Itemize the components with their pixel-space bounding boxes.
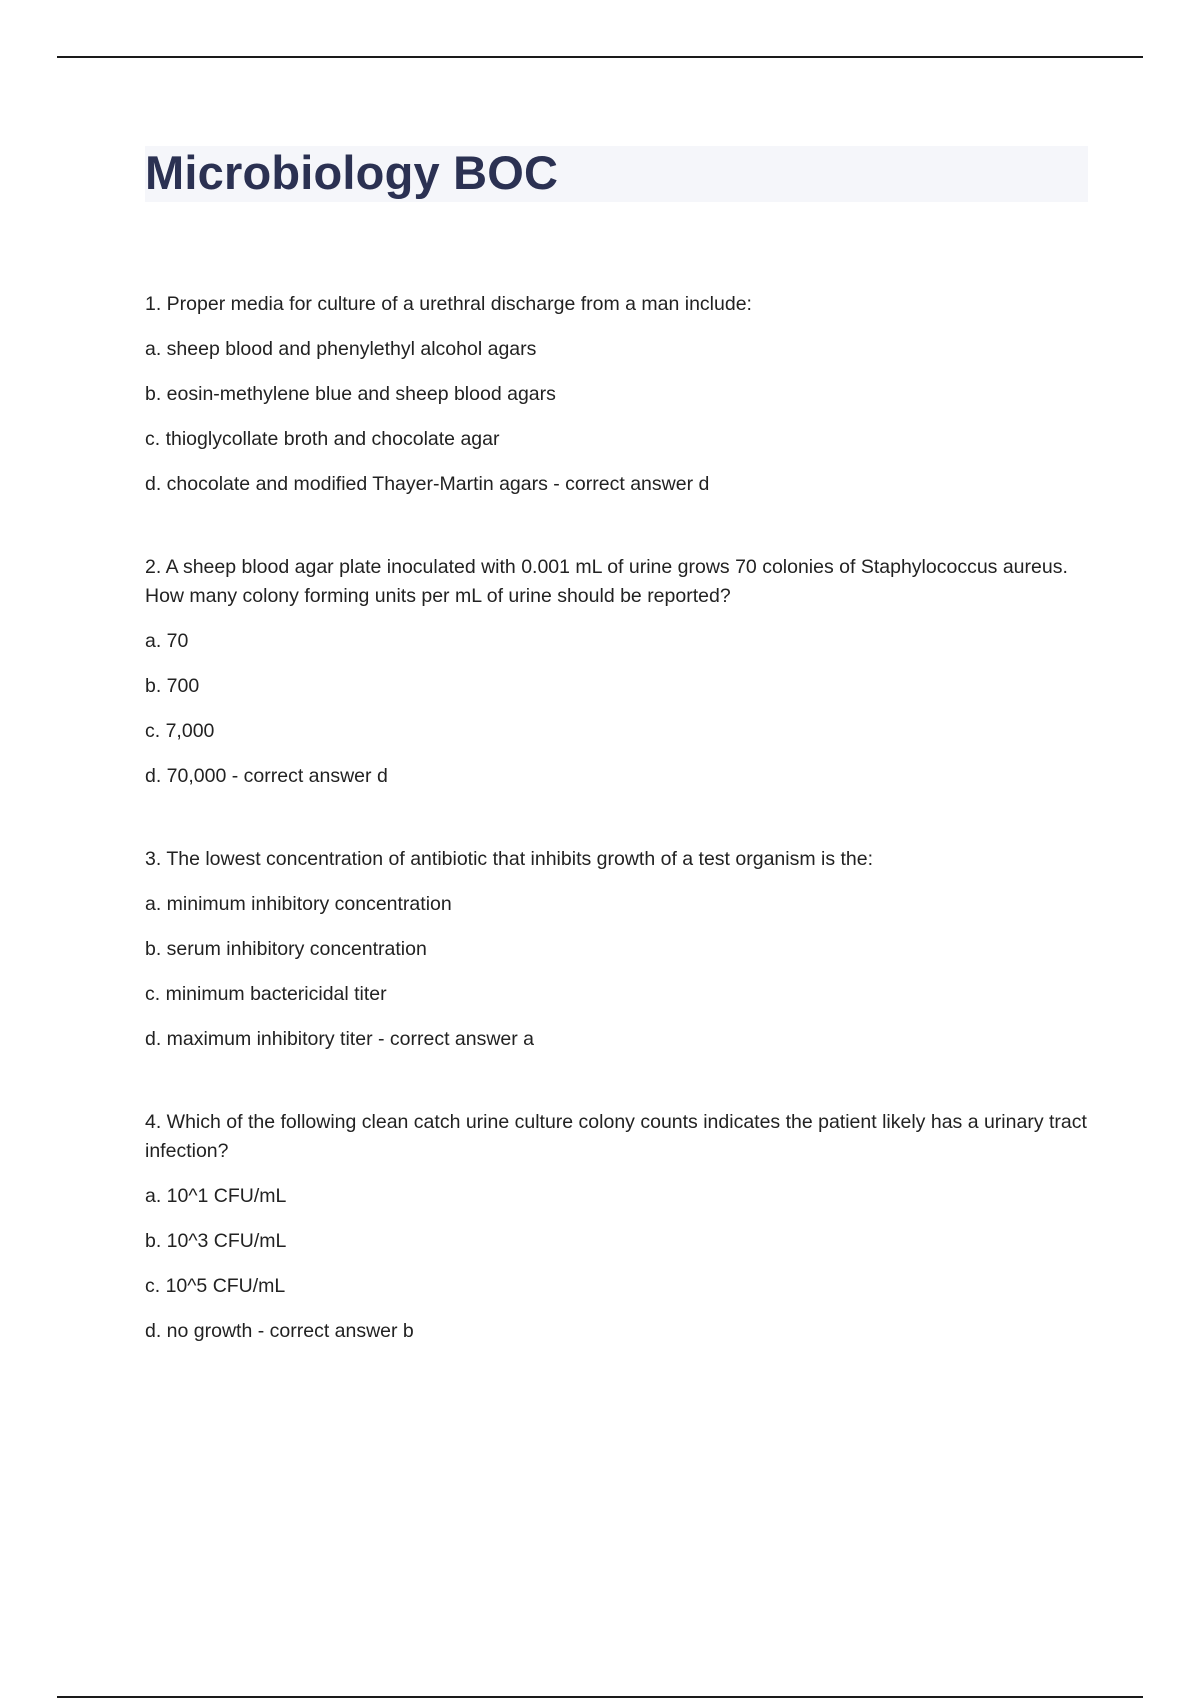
document-title: Microbiology BOC [145, 146, 559, 199]
answer-option: d. 70,000 - correct answer d [145, 765, 388, 787]
answer-option: d. no growth - correct answer b [145, 1320, 414, 1342]
answer-option: b. 700 [145, 675, 200, 697]
question-text: 4. Which of the following clean catch urine culture colony counts indicates the patient likely has a urinary tract infection? [145, 1111, 1087, 1162]
question-text: 2. A sheep blood agar plate inoculated with 0.001 mL of urine grows 70 colonies of Staphylococcus aureus. How many colony forming units per mL of urine should be reported? [145, 556, 1068, 607]
header-divider [57, 56, 1143, 58]
question-text: 3. The lowest concentration of antibiotic that inhibits growth of a test organism is the: [145, 848, 874, 870]
question-3 [145, 845, 1095, 1054]
answer-option: c. minimum bactericidal titer [145, 983, 387, 1005]
question-list [145, 290, 1095, 1400]
question-text: 1. Proper media for culture of a urethral discharge from a man include: [145, 293, 752, 315]
footer-divider [57, 1696, 1143, 1698]
answer-option: d. maximum inhibitory titer - correct answer a [145, 1028, 535, 1050]
question-1 [145, 290, 1095, 499]
question-2 [145, 553, 1095, 791]
answer-option: a. 70 [145, 630, 189, 652]
answer-option: c. thioglycollate broth and chocolate agar [145, 428, 500, 450]
answer-option: b. serum inhibitory concentration [145, 938, 427, 960]
answer-option: a. 10^1 CFU/mL [145, 1185, 287, 1207]
answer-option: d. chocolate and modified Thayer-Martin agars - correct answer d [145, 473, 710, 495]
answer-option: c. 7,000 [145, 720, 215, 742]
answer-option: c. 10^5 CFU/mL [145, 1275, 286, 1297]
answer-option: a. sheep blood and phenylethyl alcohol agars [145, 338, 537, 360]
answer-option: b. eosin-methylene blue and sheep blood agars [145, 383, 556, 405]
question-4 [145, 1108, 1095, 1346]
answer-option: b. 10^3 CFU/mL [145, 1230, 287, 1252]
answer-option: a. minimum inhibitory concentration [145, 893, 452, 915]
